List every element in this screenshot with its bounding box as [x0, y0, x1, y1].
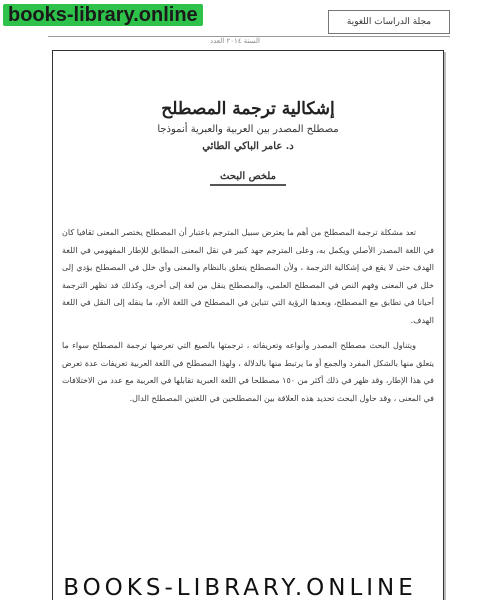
paragraph: ويتناول البحث مصطلح المصدر وأنواعه وتعريفاته ، ترجمتها بالصيغ التي تعرضها ترجمة المصطلح سواء ما يتعلق منها بالشكل المفرد والجمع أو ما يرتبط منها بالدلالة ، ولهذا المصطلح في اللغة العربية تعريفات عدة تعرض في هذا الإطار، وقد ظهر في ذلك أكثر من ١٥٠ مصطلحا في اللغة العبرية تقابلها في العربية مع عدد من الاختلافات في المعنى ، وقد حاول البحث تحديد هذه العلاقة بين المصطلحين في اللغتين المصطلح الدال.: [62, 341, 434, 403]
journal-issue-label: السنة ٢٠١٤ العدد: [210, 37, 260, 45]
paragraph: تعد مشكلة ترجمة المصطلح من أهم ما يعترض سبيل المترجم باعتبار أن المصطلح يختصر المعنى ثقافيا كان في اللغة المصدر الأصلي ويكمل به، وعلى المترجم جهد كبير في نقل المعنى المطابق للإطار المفهومي في اللغة الهدف حتى لا يقع في إشكالية الترجمة ، ولأن المصطلح يتعلق بالنظام والمعنى وأي خلل في المصطلح يؤدي إلى خلل في المعنى وفهم النص في المصطلح العلمي، والمصطلح ينقل من لغة إلى أخرى، وكذلك قد تظهر الترجمة أحيانا في تطابق مع المصطلح، وبعدها الرؤية التي تتباين في المصطلح في اللغة الأم، ما ينقله إلى النقل في اللغة الهدف.: [62, 228, 434, 325]
article-body: [62, 224, 434, 415]
article-subtitle: مصطلح المصدر بين العربية والعبرية أنموذجا: [157, 124, 339, 135]
watermark-top: books-library.online: [3, 4, 203, 26]
article-title: إشكالية ترجمة المصطلح: [161, 99, 335, 119]
watermark-bottom: BOOKS-LIBRARY.ONLINE: [63, 575, 417, 600]
section-heading: [60, 170, 436, 186]
journal-header-box: مجلة الدراسات اللغوية: [328, 10, 450, 34]
article-author: د. عامر الباكي الطائي: [202, 141, 294, 152]
section-heading-label: ملخص البحث: [210, 170, 286, 186]
title-block: [60, 96, 436, 186]
